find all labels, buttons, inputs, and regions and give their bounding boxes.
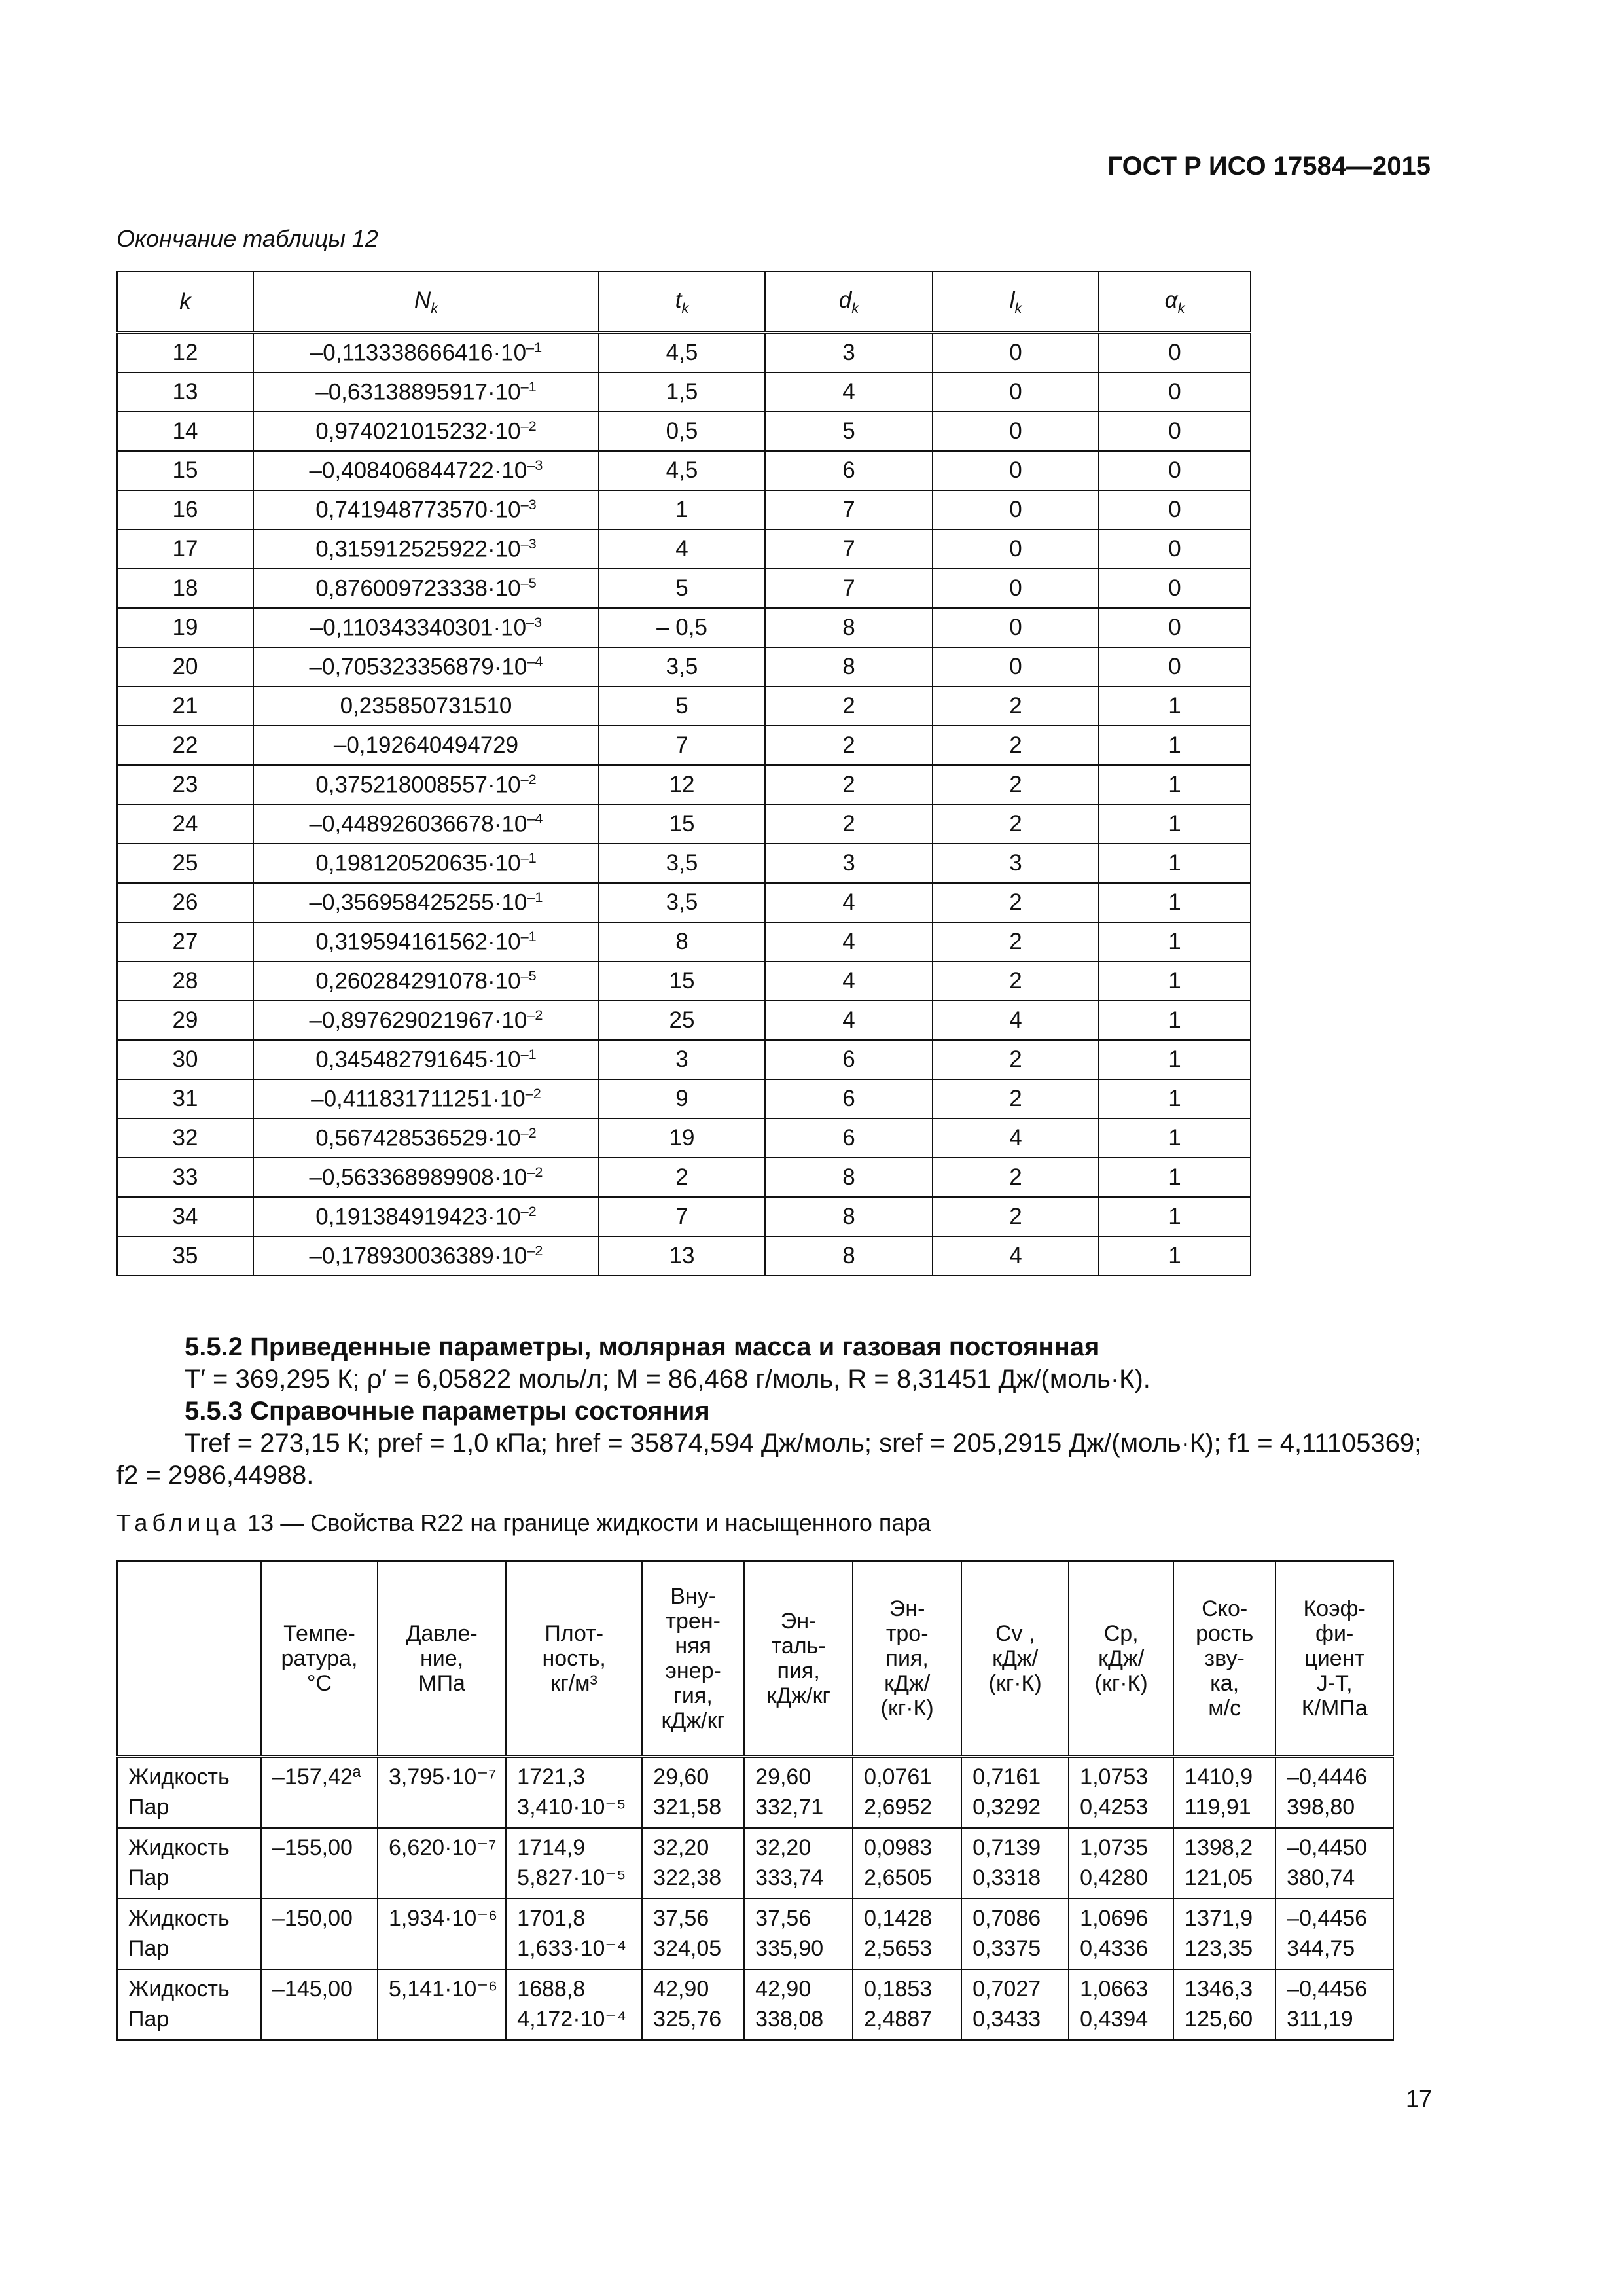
t12-cell-k: 32 bbox=[117, 1119, 253, 1158]
t12-cell-d: 8 bbox=[765, 608, 933, 647]
t13-cell-7: 0,7139 0,3318 bbox=[961, 1828, 1069, 1899]
t12-cell-d: 4 bbox=[765, 883, 933, 922]
t12-cell-n: $-0,178930036389\cdot 10^{-2}$ bbox=[253, 1236, 599, 1276]
t12-cell-n-exponent: –2 bbox=[520, 771, 537, 788]
t12-cell-n: $0,876009723338\cdot 10^{-5}$ bbox=[253, 569, 599, 608]
t13-cell-3: 1721,3 3,410·10⁻⁵ bbox=[506, 1757, 642, 1828]
t12-cell-k: 27 bbox=[117, 922, 253, 961]
t12-cell-n: $0,974021015232\cdot 10^{-2}$ bbox=[253, 412, 599, 451]
t12-cell-t: 5 bbox=[599, 569, 765, 608]
t12-col-alpha: $\alpha_k$ bbox=[1099, 272, 1251, 332]
t12-cell-l: 0 bbox=[933, 647, 1099, 687]
t12-cell-l: 2 bbox=[933, 961, 1099, 1001]
t12-cell-k: 13 bbox=[117, 372, 253, 412]
t12-cell-l: 2 bbox=[933, 883, 1099, 922]
t12-cell-alpha: 1 bbox=[1099, 1197, 1251, 1236]
t12-col-l: $l_k$ bbox=[933, 272, 1099, 332]
t12-cell-d: 4 bbox=[765, 922, 933, 961]
t12-col-d: $d_k$ bbox=[765, 272, 933, 332]
t12-cell-alpha: 1 bbox=[1099, 1236, 1251, 1276]
t12-cell-d: 2 bbox=[765, 804, 933, 844]
table-row bbox=[117, 1236, 1251, 1276]
table-row bbox=[117, 1119, 1251, 1158]
t12-cell-d: 6 bbox=[765, 451, 933, 490]
t12-cell-alpha: 1 bbox=[1099, 1158, 1251, 1197]
section-5-5-3-heading: 5.5.3 Справочные параметры состояния bbox=[185, 1397, 710, 1426]
t12-cell-l: 0 bbox=[933, 529, 1099, 569]
t12-cell-alpha: 0 bbox=[1099, 490, 1251, 529]
t12-cell-n: $0,345482791645\cdot 10^{-1}$ bbox=[253, 1040, 599, 1079]
t12-cell-n: $0,260284291078\cdot 10^{-5}$ bbox=[253, 961, 599, 1001]
table-row bbox=[117, 608, 1251, 647]
t12-cell-k: 18 bbox=[117, 569, 253, 608]
t12-cell-n: –0,192640494729 bbox=[253, 726, 599, 765]
t12-cell-alpha: 1 bbox=[1099, 726, 1251, 765]
t13-col-6: Эн- тро- пия, кДж/ (кг·К) bbox=[853, 1561, 961, 1757]
t12-cell-t: 2 bbox=[599, 1158, 765, 1197]
t13-cell-6: 0,1853 2,4887 bbox=[853, 1969, 961, 2040]
t13-cell-0: Жидкость Пар bbox=[117, 1899, 261, 1969]
table-row bbox=[117, 844, 1251, 883]
t13-col-1: Темпе- ратура, °С bbox=[261, 1561, 378, 1757]
t13-cell-4: 37,56 324,05 bbox=[642, 1899, 744, 1969]
t12-col-t: $t_k$ bbox=[599, 272, 765, 332]
table-row bbox=[117, 1197, 1251, 1236]
t13-cell-5: 42,90 338,08 bbox=[744, 1969, 853, 2040]
t12-cell-l: 4 bbox=[933, 1119, 1099, 1158]
t12-cell-t: 5 bbox=[599, 687, 765, 726]
t12-cell-n: $-0,411831711251\cdot 10^{-2}$ bbox=[253, 1079, 599, 1119]
section-5-5-2 bbox=[116, 1331, 1432, 1395]
t12-cell-l: 0 bbox=[933, 332, 1099, 372]
t12-cell-alpha: 1 bbox=[1099, 687, 1251, 726]
t13-cell-4: 32,20 322,38 bbox=[642, 1828, 744, 1899]
t12-cell-d: 4 bbox=[765, 1001, 933, 1040]
t12-cell-k: 21 bbox=[117, 687, 253, 726]
t12-cell-k: 12 bbox=[117, 332, 253, 372]
t13-col-9: Ско- рость зву- ка, м/с bbox=[1173, 1561, 1275, 1757]
t13-cell-1: –157,42ª bbox=[261, 1757, 378, 1828]
t13-cell-0: Жидкость Пар bbox=[117, 1828, 261, 1899]
t12-cell-alpha: 1 bbox=[1099, 883, 1251, 922]
t12-cell-t: 12 bbox=[599, 765, 765, 804]
t13-cell-2: 1,934·10⁻⁶ bbox=[378, 1899, 506, 1969]
t12-cell-l: 3 bbox=[933, 844, 1099, 883]
t12-cell-alpha: 0 bbox=[1099, 451, 1251, 490]
table-row bbox=[117, 961, 1251, 1001]
t13-cell-9: 1398,2 121,05 bbox=[1173, 1828, 1275, 1899]
t12-cell-d: 5 bbox=[765, 412, 933, 451]
t12-cell-l: 2 bbox=[933, 922, 1099, 961]
table-row bbox=[117, 1040, 1251, 1079]
t12-cell-t: 3,5 bbox=[599, 844, 765, 883]
table-12 bbox=[116, 271, 1251, 1276]
t13-cell-0: Жидкость Пар bbox=[117, 1757, 261, 1828]
t12-cell-k: 15 bbox=[117, 451, 253, 490]
table12-caption: Окончание таблицы 12 bbox=[116, 225, 378, 252]
t12-cell-t: 1,5 bbox=[599, 372, 765, 412]
t12-cell-k: 33 bbox=[117, 1158, 253, 1197]
t12-cell-alpha: 0 bbox=[1099, 647, 1251, 687]
t12-cell-d: 7 bbox=[765, 490, 933, 529]
t12-cell-n-exponent: –2 bbox=[525, 1085, 541, 1102]
t12-cell-l: 4 bbox=[933, 1001, 1099, 1040]
t12-cell-n-exponent: –2 bbox=[527, 1242, 543, 1259]
t12-cell-l: 2 bbox=[933, 765, 1099, 804]
t13-cell-3: 1714,9 5,827·10⁻⁵ bbox=[506, 1828, 642, 1899]
t12-cell-d: 8 bbox=[765, 1236, 933, 1276]
t12-cell-n: $-0,356958425255\cdot 10^{-1}$ bbox=[253, 883, 599, 922]
t12-cell-k: 14 bbox=[117, 412, 253, 451]
t12-cell-n-exponent: –3 bbox=[520, 496, 537, 513]
t12-cell-d: 8 bbox=[765, 1197, 933, 1236]
t13-col-4: Вну- трен- няя энер- гия, кДж/кг bbox=[642, 1561, 744, 1757]
t12-cell-n-exponent: –4 bbox=[527, 810, 543, 827]
t12-cell-alpha: 1 bbox=[1099, 1040, 1251, 1079]
t12-cell-k: 30 bbox=[117, 1040, 253, 1079]
t12-cell-n-exponent: –3 bbox=[527, 457, 543, 474]
t13-col-5: Эн- таль- пия, кДж/кг bbox=[744, 1561, 853, 1757]
t12-cell-t: 7 bbox=[599, 1197, 765, 1236]
t12-cell-n-exponent: –1 bbox=[520, 1046, 537, 1063]
t13-col-0 bbox=[117, 1561, 261, 1757]
t12-cell-n: $0,191384919423\cdot 10^{-2}$ bbox=[253, 1197, 599, 1236]
t13-cell-9: 1346,3 125,60 bbox=[1173, 1969, 1275, 2040]
section-5-5-3-line1: Tref = 273,15 К; pref = 1,0 кПа; href = 35874,594 Дж/моль; sref = 205,2915 Дж/(моль·К); f1 = 4,11105369; bbox=[185, 1429, 1422, 1458]
t13-cell-5: 32,20 333,74 bbox=[744, 1828, 853, 1899]
t13-cell-5: 37,56 335,90 bbox=[744, 1899, 853, 1969]
t13-cell-8: 1,0753 0,4253 bbox=[1069, 1757, 1173, 1828]
t12-cell-l: 2 bbox=[933, 1040, 1099, 1079]
t13-cell-2: 3,795·10⁻⁷ bbox=[378, 1757, 506, 1828]
t12-cell-n-exponent: –1 bbox=[520, 850, 537, 867]
t12-cell-l: 2 bbox=[933, 1158, 1099, 1197]
t12-cell-t: 8 bbox=[599, 922, 765, 961]
t12-cell-l: 0 bbox=[933, 451, 1099, 490]
table13-header-row bbox=[117, 1561, 1393, 1757]
table-row bbox=[117, 883, 1251, 922]
t12-cell-n-exponent: –5 bbox=[520, 967, 537, 984]
t12-cell-n: $-0,408406844722\cdot 10^{-3}$ bbox=[253, 451, 599, 490]
t12-cell-d: 6 bbox=[765, 1079, 933, 1119]
t13-cell-1: –150,00 bbox=[261, 1899, 378, 1969]
table-13 bbox=[116, 1560, 1394, 2041]
t12-cell-t: 4,5 bbox=[599, 332, 765, 372]
table-row bbox=[117, 687, 1251, 726]
t12-cell-d: 4 bbox=[765, 372, 933, 412]
t12-cell-l: 2 bbox=[933, 687, 1099, 726]
table13-caption: Таблица 13 — Свойства R22 на границе жидкости и насыщенного пара bbox=[116, 1509, 931, 1536]
t13-cell-9: 1410,9 119,91 bbox=[1173, 1757, 1275, 1828]
t12-cell-n: $0,319594161562\cdot 10^{-1}$ bbox=[253, 922, 599, 961]
t12-cell-t: 1 bbox=[599, 490, 765, 529]
t12-cell-k: 35 bbox=[117, 1236, 253, 1276]
t12-cell-d: 6 bbox=[765, 1119, 933, 1158]
t13-cell-10: –0,4446 398,80 bbox=[1275, 1757, 1393, 1828]
t12-cell-n-exponent: –2 bbox=[527, 1164, 543, 1181]
t12-cell-l: 0 bbox=[933, 608, 1099, 647]
t12-cell-k: 20 bbox=[117, 647, 253, 687]
t13-cell-0: Жидкость Пар bbox=[117, 1969, 261, 2040]
t12-cell-alpha: 1 bbox=[1099, 804, 1251, 844]
t12-cell-n-exponent: –4 bbox=[527, 653, 543, 670]
table-row bbox=[117, 451, 1251, 490]
t12-cell-n-exponent: –5 bbox=[520, 575, 537, 592]
t13-cell-6: 0,0761 2,6952 bbox=[853, 1757, 961, 1828]
table-row bbox=[117, 490, 1251, 529]
t12-cell-l: 0 bbox=[933, 490, 1099, 529]
t12-cell-t: 3,5 bbox=[599, 647, 765, 687]
t13-cell-8: 1,0663 0,4394 bbox=[1069, 1969, 1173, 2040]
t13-cell-3: 1701,8 1,633·10⁻⁴ bbox=[506, 1899, 642, 1969]
table-row bbox=[117, 765, 1251, 804]
t12-cell-k: 24 bbox=[117, 804, 253, 844]
t12-cell-d: 3 bbox=[765, 332, 933, 372]
t12-cell-d: 2 bbox=[765, 726, 933, 765]
t12-cell-d: 7 bbox=[765, 529, 933, 569]
table-row bbox=[117, 1158, 1251, 1197]
t12-cell-l: 2 bbox=[933, 726, 1099, 765]
t12-cell-k: 22 bbox=[117, 726, 253, 765]
t13-cell-5: 29,60 332,71 bbox=[744, 1757, 853, 1828]
t13-cell-8: 1,0735 0,4280 bbox=[1069, 1828, 1173, 1899]
t12-cell-k: 16 bbox=[117, 490, 253, 529]
table-row bbox=[117, 529, 1251, 569]
t12-cell-n: $0,375218008557\cdot 10^{-2}$ bbox=[253, 765, 599, 804]
t12-cell-alpha: 0 bbox=[1099, 332, 1251, 372]
t12-cell-n-exponent: –3 bbox=[520, 535, 537, 552]
t12-cell-k: 26 bbox=[117, 883, 253, 922]
section-5-5-2-text: T′ = 369,295 К; ρ′ = 6,05822 моль/л; M = 86,468 г/моль, R = 8,31451 Дж/(моль·К). bbox=[185, 1365, 1150, 1393]
t12-cell-d: 2 bbox=[765, 765, 933, 804]
t13-cell-1: –145,00 bbox=[261, 1969, 378, 2040]
t12-cell-t: 7 bbox=[599, 726, 765, 765]
t12-col-k: k bbox=[117, 272, 253, 332]
t12-cell-n: $0,315912525922\cdot 10^{-3}$ bbox=[253, 529, 599, 569]
table-row bbox=[117, 726, 1251, 765]
section-5-5-3-line2: f2 = 2986,44988. bbox=[116, 1461, 314, 1490]
t12-cell-n: 0,235850731510 bbox=[253, 687, 599, 726]
t12-cell-l: 2 bbox=[933, 1079, 1099, 1119]
t12-cell-d: 3 bbox=[765, 844, 933, 883]
t12-cell-n-exponent: –1 bbox=[527, 889, 543, 906]
t13-cell-9: 1371,9 123,35 bbox=[1173, 1899, 1275, 1969]
t12-cell-k: 25 bbox=[117, 844, 253, 883]
t12-cell-t: 0,5 bbox=[599, 412, 765, 451]
t13-cell-8: 1,0696 0,4336 bbox=[1069, 1899, 1173, 1969]
t12-cell-n-exponent: –3 bbox=[526, 614, 543, 631]
t13-cell-4: 29,60 321,58 bbox=[642, 1757, 744, 1828]
t12-cell-alpha: 1 bbox=[1099, 1119, 1251, 1158]
table-row bbox=[117, 647, 1251, 687]
t13-col-7: Cv , кДж/ (кг·К) bbox=[961, 1561, 1069, 1757]
t12-cell-n-exponent: –1 bbox=[526, 339, 543, 356]
t13-col-3: Плот- ность, кг/м³ bbox=[506, 1561, 642, 1757]
t12-cell-l: 4 bbox=[933, 1236, 1099, 1276]
table-row bbox=[117, 1828, 1393, 1899]
t12-cell-n-exponent: –2 bbox=[520, 1203, 537, 1220]
t12-cell-k: 19 bbox=[117, 608, 253, 647]
t13-cell-10: –0,4450 380,74 bbox=[1275, 1828, 1393, 1899]
t12-cell-k: 23 bbox=[117, 765, 253, 804]
t12-cell-k: 31 bbox=[117, 1079, 253, 1119]
t12-cell-n: $-0,705323356879\cdot 10^{-4}$ bbox=[253, 647, 599, 687]
t12-cell-k: 28 bbox=[117, 961, 253, 1001]
t12-cell-alpha: 0 bbox=[1099, 412, 1251, 451]
t13-col-2: Давле- ние, МПа bbox=[378, 1561, 506, 1757]
t13-cell-10: –0,4456 311,19 bbox=[1275, 1969, 1393, 2040]
t12-cell-k: 29 bbox=[117, 1001, 253, 1040]
t12-cell-t: 15 bbox=[599, 804, 765, 844]
t12-cell-d: 4 bbox=[765, 961, 933, 1001]
t12-cell-k: 34 bbox=[117, 1197, 253, 1236]
t12-cell-alpha: 0 bbox=[1099, 529, 1251, 569]
t13-col-8: Cp, кДж/ (кг·К) bbox=[1069, 1561, 1173, 1757]
t12-cell-t: 15 bbox=[599, 961, 765, 1001]
t12-cell-d: 6 bbox=[765, 1040, 933, 1079]
t13-cell-3: 1688,8 4,172·10⁻⁴ bbox=[506, 1969, 642, 2040]
t12-cell-alpha: 0 bbox=[1099, 608, 1251, 647]
t13-cell-10: –0,4456 344,75 bbox=[1275, 1899, 1393, 1969]
table-row bbox=[117, 922, 1251, 961]
t13-col-10: Коэф- фи- циент J-T, К/МПа bbox=[1275, 1561, 1393, 1757]
t12-cell-d: 8 bbox=[765, 647, 933, 687]
t13-cell-7: 0,7161 0,3292 bbox=[961, 1757, 1069, 1828]
t12-cell-l: 0 bbox=[933, 372, 1099, 412]
t12-cell-n-exponent: –1 bbox=[520, 928, 537, 945]
table-row bbox=[117, 412, 1251, 451]
t13-cell-4: 42,90 325,76 bbox=[642, 1969, 744, 2040]
t12-cell-t: 13 bbox=[599, 1236, 765, 1276]
t12-cell-n: $-0,113338666416\cdot 10^{-1}$ bbox=[253, 332, 599, 372]
t12-cell-alpha: 1 bbox=[1099, 961, 1251, 1001]
t13-cell-2: 5,141·10⁻⁶ bbox=[378, 1969, 506, 2040]
t12-cell-k: 17 bbox=[117, 529, 253, 569]
t12-col-n: $N_k$ bbox=[253, 272, 599, 332]
t13-cell-6: 0,0983 2,6505 bbox=[853, 1828, 961, 1899]
t13-cell-2: 6,620·10⁻⁷ bbox=[378, 1828, 506, 1899]
t12-cell-n-exponent: –1 bbox=[520, 378, 537, 395]
t12-cell-t: 9 bbox=[599, 1079, 765, 1119]
t13-cell-6: 0,1428 2,5653 bbox=[853, 1899, 961, 1969]
t12-cell-n: $0,567428536529\cdot 10^{-2}$ bbox=[253, 1119, 599, 1158]
t12-cell-l: 2 bbox=[933, 1197, 1099, 1236]
table-row bbox=[117, 1757, 1393, 1828]
t12-cell-n: $-0,563368989908\cdot 10^{-2}$ bbox=[253, 1158, 599, 1197]
table12-header-row bbox=[117, 272, 1251, 332]
section-5-5-3 bbox=[116, 1395, 1432, 1492]
t12-cell-n: $-0,63138895917\cdot 10^{-1}$ bbox=[253, 372, 599, 412]
t12-cell-l: 2 bbox=[933, 804, 1099, 844]
table-row bbox=[117, 1079, 1251, 1119]
table-row bbox=[117, 1001, 1251, 1040]
t12-cell-n-exponent: –2 bbox=[520, 1124, 537, 1141]
t12-cell-t: – 0,5 bbox=[599, 608, 765, 647]
t12-cell-t: 25 bbox=[599, 1001, 765, 1040]
t12-cell-alpha: 0 bbox=[1099, 372, 1251, 412]
page-number: 17 bbox=[1405, 2085, 1432, 2112]
table-row bbox=[117, 1969, 1393, 2040]
table-row bbox=[117, 804, 1251, 844]
t12-cell-n-exponent: –2 bbox=[527, 1007, 543, 1024]
t12-cell-alpha: 1 bbox=[1099, 1079, 1251, 1119]
t12-cell-alpha: 1 bbox=[1099, 1001, 1251, 1040]
table-row bbox=[117, 332, 1251, 372]
t12-cell-n: $-0,897629021967\cdot 10^{-2}$ bbox=[253, 1001, 599, 1040]
t12-cell-n-exponent: –2 bbox=[520, 418, 537, 435]
t13-cell-1: –155,00 bbox=[261, 1828, 378, 1899]
standard-number: ГОСТ Р ИСО 17584—2015 bbox=[1107, 152, 1431, 181]
t13-cell-7: 0,7027 0,3433 bbox=[961, 1969, 1069, 2040]
t12-cell-t: 3,5 bbox=[599, 883, 765, 922]
t12-cell-n: $-0,448926036678\cdot 10^{-4}$ bbox=[253, 804, 599, 844]
t12-cell-n: $-0,110343340301\cdot 10^{-3}$ bbox=[253, 608, 599, 647]
table-row bbox=[117, 372, 1251, 412]
table-row bbox=[117, 569, 1251, 608]
section-5-5-2-heading: 5.5.2 Приведенные параметры, молярная масса и газовая постоянная bbox=[185, 1333, 1100, 1361]
t12-cell-t: 4 bbox=[599, 529, 765, 569]
t12-cell-alpha: 1 bbox=[1099, 844, 1251, 883]
t12-cell-t: 19 bbox=[599, 1119, 765, 1158]
t12-cell-alpha: 0 bbox=[1099, 569, 1251, 608]
t12-cell-alpha: 1 bbox=[1099, 765, 1251, 804]
t13-cell-7: 0,7086 0,3375 bbox=[961, 1899, 1069, 1969]
t12-cell-t: 4,5 bbox=[599, 451, 765, 490]
t12-cell-d: 2 bbox=[765, 687, 933, 726]
t12-cell-l: 0 bbox=[933, 569, 1099, 608]
t12-cell-n: $0,198120520635\cdot 10^{-1}$ bbox=[253, 844, 599, 883]
table-row bbox=[117, 1899, 1393, 1969]
t12-cell-t: 3 bbox=[599, 1040, 765, 1079]
t12-cell-d: 8 bbox=[765, 1158, 933, 1197]
t12-cell-alpha: 1 bbox=[1099, 922, 1251, 961]
t12-cell-l: 0 bbox=[933, 412, 1099, 451]
t12-cell-d: 7 bbox=[765, 569, 933, 608]
t12-cell-n: $0,741948773570\cdot 10^{-3}$ bbox=[253, 490, 599, 529]
